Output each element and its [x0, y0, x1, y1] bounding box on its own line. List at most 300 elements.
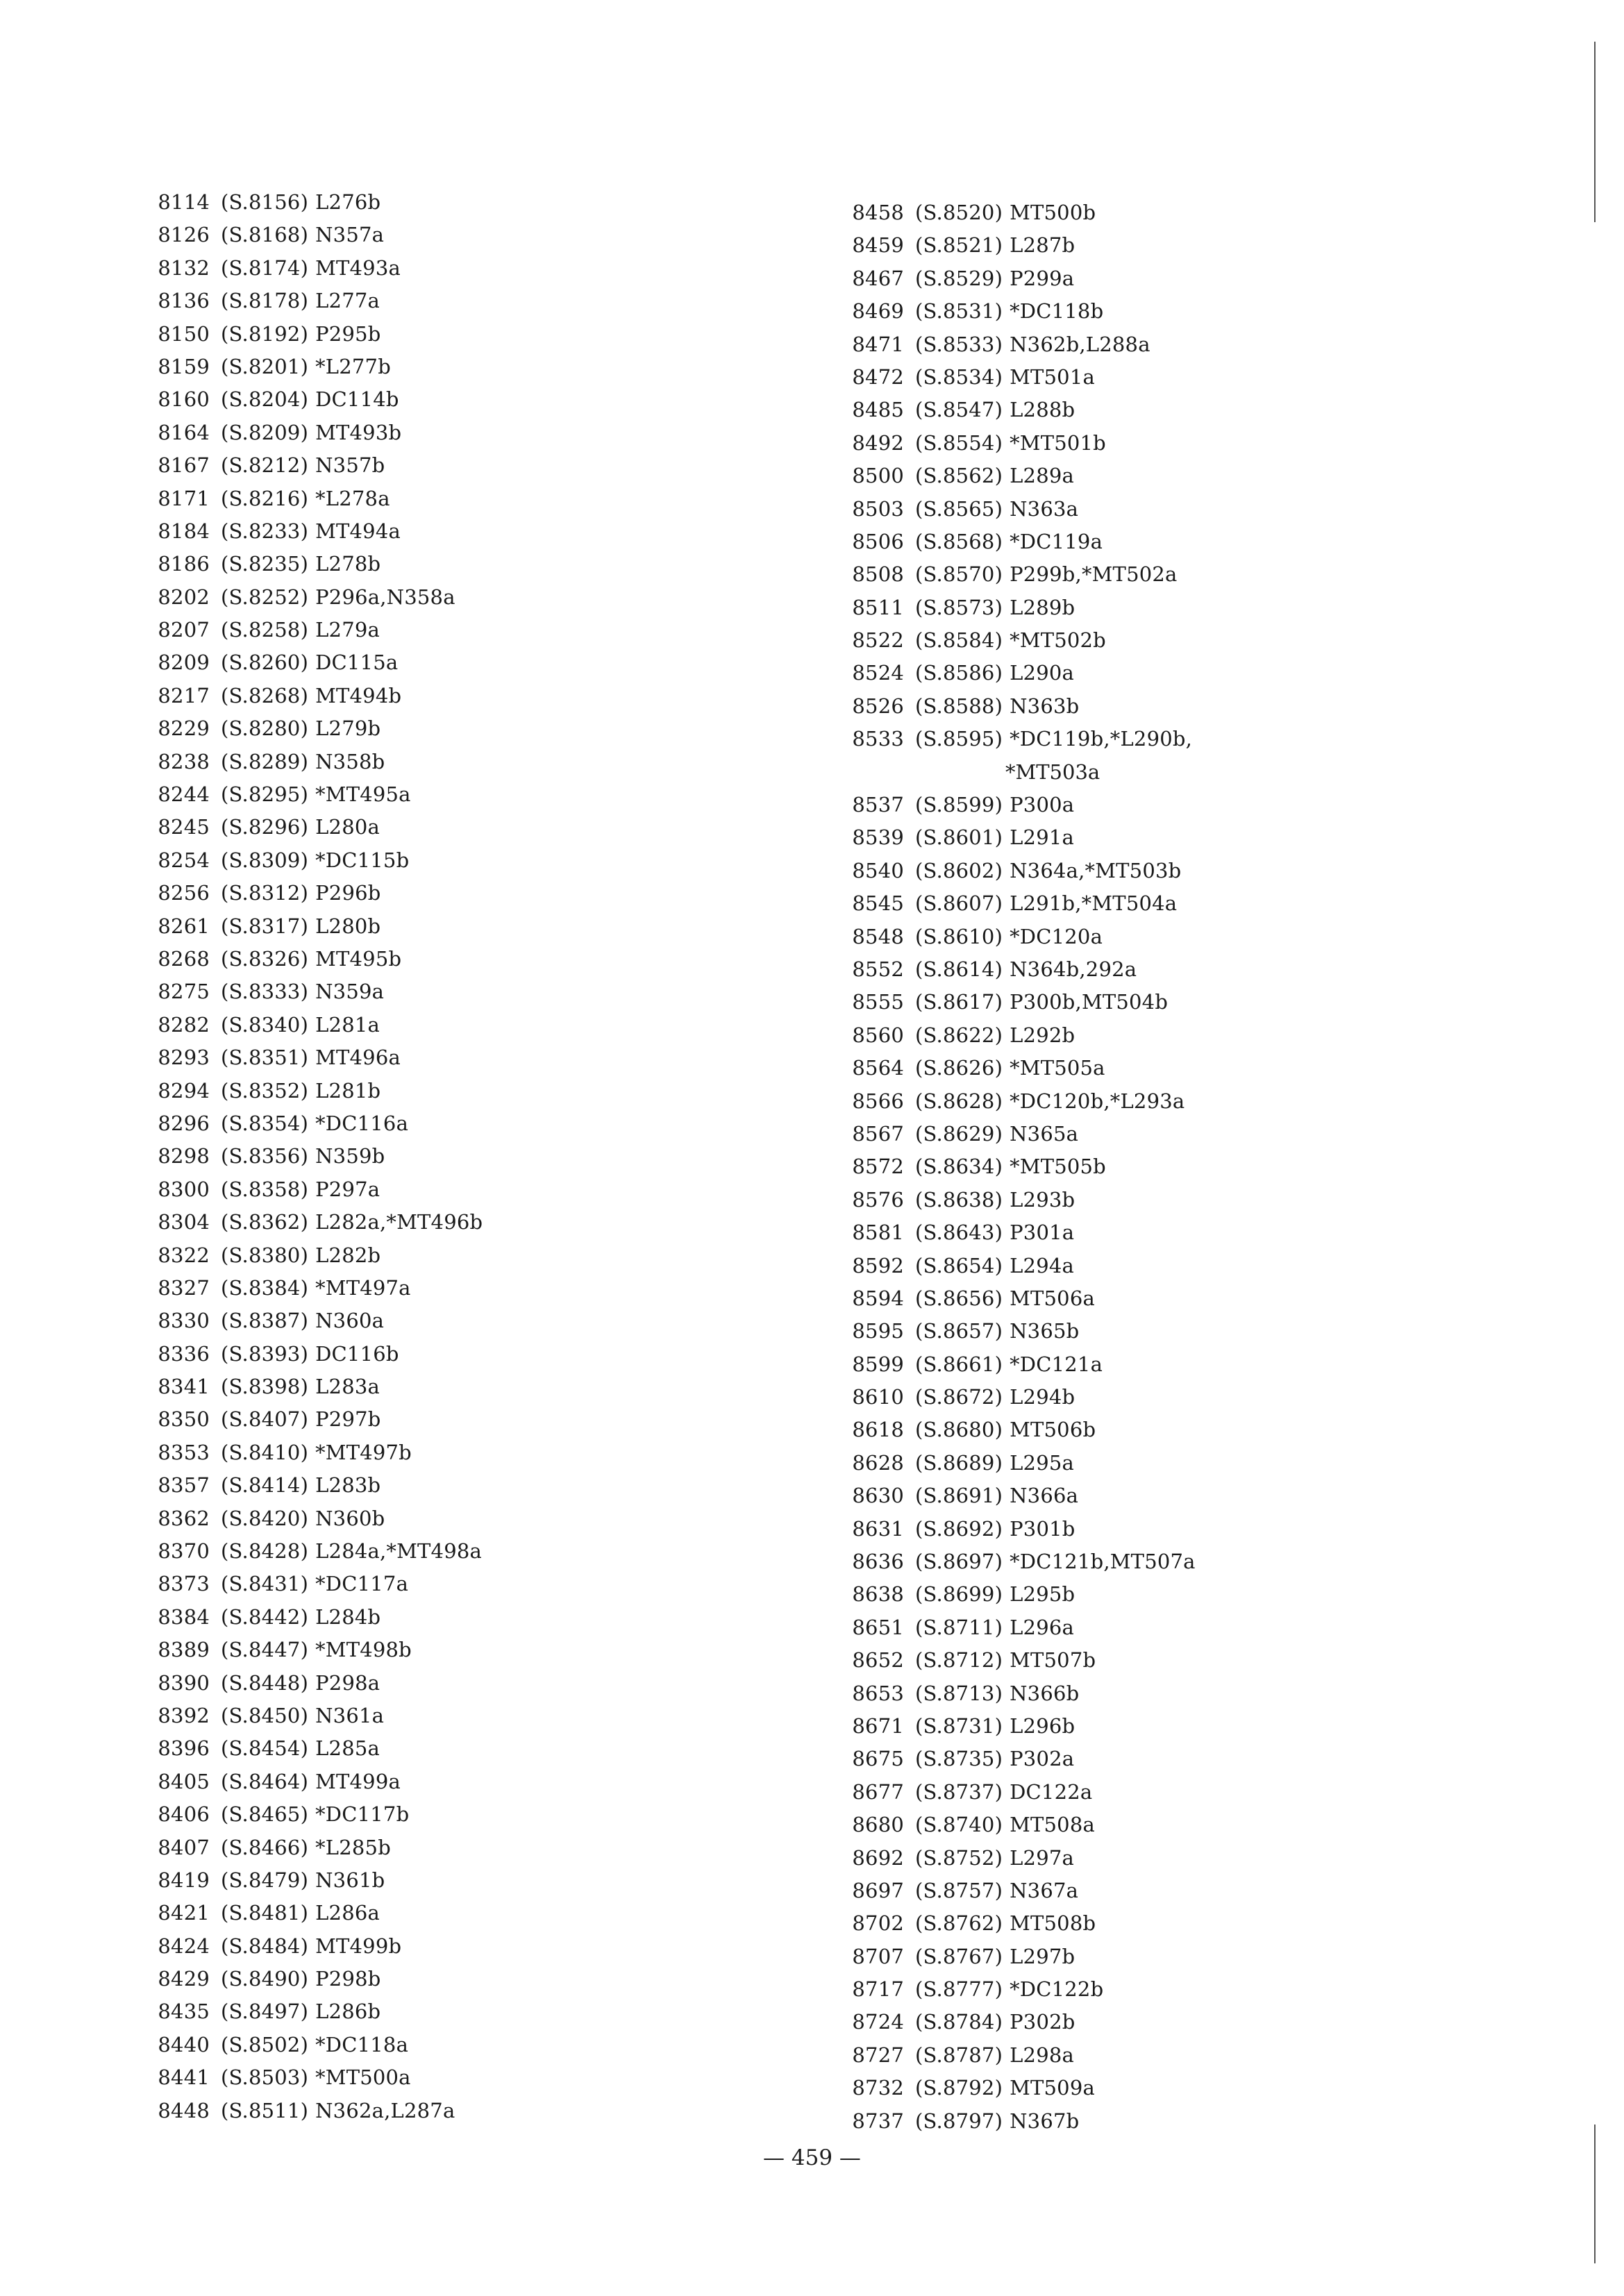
index-entry	[843, 690, 1196, 723]
entry-references: N365a	[1010, 1121, 1079, 1146]
entry-number: 8429	[158, 1967, 210, 1991]
entry-references: MT493b	[315, 420, 402, 444]
index-entry	[149, 1436, 483, 1469]
entry-number: 8652	[852, 1648, 904, 1673]
entry-number: 8675	[852, 1747, 904, 1771]
entry-s-reference: (S.8260)	[221, 651, 309, 675]
entry-references: N357b	[315, 453, 385, 478]
entry-references: L281a	[315, 1012, 380, 1037]
entry-references: *MT497b	[315, 1440, 412, 1464]
index-entry	[843, 295, 1196, 328]
entry-s-reference: (S.8607)	[915, 891, 1003, 916]
entry-number: 8533	[852, 727, 904, 751]
entry-number: 8362	[158, 1506, 210, 1530]
entry-number: 8419	[158, 1868, 210, 1892]
entry-s-reference: (S.8280)	[221, 717, 309, 741]
entry-s-reference: (S.8497)	[221, 2000, 309, 2024]
entry-number: 8406	[158, 1802, 210, 1827]
entry-number: 8618	[852, 1418, 904, 1442]
index-entry	[149, 1239, 483, 1272]
entry-references: L289b	[1010, 595, 1075, 619]
entry-references: P301b	[1010, 1516, 1075, 1541]
entry-references: *DC116a	[315, 1111, 409, 1135]
index-entry	[149, 1075, 483, 1107]
entry-number: 8390	[158, 1670, 210, 1695]
entry-s-reference: (S.8584)	[915, 628, 1003, 653]
entry-references: N361b	[315, 1868, 385, 1892]
entry-s-reference: (S.8340)	[221, 1012, 309, 1037]
entry-s-reference: (S.8713)	[915, 1681, 1003, 1705]
entry-number: 8229	[158, 717, 210, 741]
index-entry	[149, 1766, 483, 1798]
entry-references: *L278a	[315, 486, 390, 510]
entry-number: 8261	[158, 914, 210, 938]
index-entry	[843, 1414, 1196, 1446]
entry-number: 8560	[852, 1023, 904, 1047]
entry-s-reference: (S.8602)	[915, 858, 1003, 882]
entry-s-reference: (S.8209)	[221, 420, 309, 444]
scan-edge-line-top	[1594, 42, 1596, 222]
entry-references: P297a	[315, 1177, 380, 1201]
entry-s-reference: (S.8216)	[221, 486, 309, 510]
index-entry	[149, 1700, 483, 1732]
entry-s-reference: (S.8354)	[221, 1111, 309, 1135]
entry-s-reference: (S.8777)	[915, 1977, 1003, 2002]
entry-number: 8485	[852, 398, 904, 422]
index-entry	[149, 1403, 483, 1436]
index-entry	[149, 1041, 483, 1074]
entry-s-reference: (S.8431)	[221, 1572, 309, 1596]
entry-number: 8160	[158, 387, 210, 412]
entry-s-reference: (S.8568)	[915, 529, 1003, 553]
entry-references: N365b	[1010, 1319, 1080, 1343]
index-entry	[843, 1315, 1196, 1348]
entry-references: L279a	[315, 618, 380, 642]
entry-s-reference: (S.8661)	[915, 1352, 1003, 1376]
index-entry	[843, 1545, 1196, 1578]
entry-s-reference: (S.8740)	[915, 1813, 1003, 1837]
entry-number: 8469	[852, 299, 904, 324]
entry-number: 8126	[158, 223, 210, 247]
entry-s-reference: (S.8599)	[915, 793, 1003, 817]
entry-number: 8472	[852, 364, 904, 389]
entry-references: N367b	[1010, 2109, 1080, 2133]
entry-references: DC122a	[1010, 1779, 1093, 1804]
index-entry	[149, 811, 483, 844]
index-entry	[149, 1206, 483, 1239]
entry-s-reference: (S.8638)	[915, 1187, 1003, 1212]
entry-s-reference: (S.8521)	[915, 233, 1003, 258]
entry-references: L296a	[1010, 1615, 1074, 1639]
entry-references: MT500b	[1010, 201, 1096, 224]
entry-references: *L277b	[315, 354, 391, 378]
entry-s-reference: (S.8757)	[915, 1878, 1003, 1902]
index-entry	[149, 1107, 483, 1140]
index-entry	[149, 975, 483, 1008]
index-entry	[149, 746, 483, 778]
entry-s-reference: (S.8380)	[221, 1243, 309, 1267]
index-entry	[843, 1644, 1196, 1677]
index-entry	[149, 1930, 483, 1963]
entry-references: MT507b	[1010, 1648, 1096, 1673]
entry-s-reference: (S.8533)	[915, 332, 1003, 356]
entry-s-reference: (S.8212)	[221, 453, 309, 478]
entry-number: 8545	[852, 891, 904, 916]
entry-references: N358b	[315, 749, 385, 773]
entry-references: L293b	[1010, 1187, 1075, 1212]
index-entry	[843, 2006, 1196, 2038]
entry-number: 8244	[158, 782, 210, 807]
index-entry	[843, 460, 1196, 492]
index-entry	[149, 1338, 483, 1371]
index-entry	[149, 1601, 483, 1634]
entry-references: N363b	[1010, 694, 1080, 718]
page-number: — 459 —	[763, 2145, 861, 2170]
entry-references: MT494b	[315, 683, 402, 707]
entry-references: *DC120b,*L293a	[1010, 1089, 1185, 1113]
index-entry	[843, 1216, 1196, 1249]
entry-number: 8357	[158, 1473, 210, 1498]
entry-references: P299a	[1010, 266, 1075, 290]
entry-s-reference: (S.8384)	[221, 1275, 309, 1300]
index-entry	[843, 1710, 1196, 1743]
index-entry	[149, 1371, 483, 1403]
entry-number: 8592	[852, 1253, 904, 1277]
index-entry	[149, 1667, 483, 1700]
entry-s-reference: (S.8570)	[915, 562, 1003, 587]
entry-s-reference: (S.8520)	[915, 201, 1003, 224]
index-entry	[843, 196, 1196, 229]
right-index-column	[843, 196, 1196, 2138]
entry-references: P300a	[1010, 793, 1075, 817]
entry-s-reference: (S.8529)	[915, 266, 1003, 290]
entry-s-reference: (S.8595)	[915, 727, 1003, 751]
index-entry	[149, 1502, 483, 1535]
entry-number: 8209	[158, 651, 210, 675]
index-entry	[843, 1480, 1196, 1512]
entry-references: P298b	[315, 1967, 381, 1991]
entry-references: L286a	[315, 1901, 380, 1925]
entry-references: P302b	[1010, 2010, 1075, 2034]
entry-s-reference: (S.8534)	[915, 364, 1003, 389]
entry-s-reference: (S.8168)	[221, 223, 309, 247]
entry-s-reference: (S.8351)	[221, 1046, 309, 1070]
entry-s-reference: (S.8448)	[221, 1670, 309, 1695]
index-entry	[149, 1469, 483, 1502]
entry-number: 8167	[158, 453, 210, 478]
entry-s-reference: (S.8289)	[221, 749, 309, 773]
entry-s-reference: (S.8752)	[915, 1845, 1003, 1870]
entry-references: L283b	[315, 1473, 381, 1498]
entry-number: 8595	[852, 1319, 904, 1343]
index-entry	[843, 394, 1196, 426]
entry-s-reference: (S.8252)	[221, 585, 309, 609]
entry-references: N364a,*MT503b	[1010, 858, 1182, 882]
entry-references-continuation: *MT503a	[1005, 760, 1100, 784]
index-entry	[843, 2072, 1196, 2104]
entry-references: L278b	[315, 552, 381, 576]
index-entry	[843, 1842, 1196, 1875]
entry-number: 8732	[852, 2076, 904, 2100]
entry-number: 8353	[158, 1440, 210, 1464]
entry-number: 8540	[852, 858, 904, 882]
entry-references: *DC121b,MT507a	[1010, 1550, 1196, 1574]
entry-references: L291b,*MT504a	[1010, 891, 1178, 916]
entry-number: 8628	[852, 1450, 904, 1475]
entry-number: 8555	[852, 990, 904, 1014]
entry-references: *DC121a	[1010, 1352, 1103, 1376]
entry-references: *MT497a	[315, 1275, 411, 1300]
entry-number: 8202	[158, 585, 210, 609]
entry-s-reference: (S.8326)	[221, 946, 309, 971]
entry-s-reference: (S.8692)	[915, 1516, 1003, 1541]
entry-s-reference: (S.8699)	[915, 1582, 1003, 1607]
entry-s-reference: (S.8235)	[221, 552, 309, 576]
entry-number: 8724	[852, 2010, 904, 2034]
entry-references: *DC117b	[315, 1802, 410, 1827]
entry-s-reference: (S.8312)	[221, 881, 309, 905]
entry-number: 8150	[158, 321, 210, 346]
entry-references: L291a	[1010, 826, 1074, 850]
entry-s-reference: (S.8410)	[221, 1440, 309, 1464]
entry-number: 8136	[158, 289, 210, 313]
index-entry	[149, 318, 483, 351]
entry-number: 8636	[852, 1550, 904, 1574]
entry-s-reference: (S.8178)	[221, 289, 309, 313]
index-entry	[843, 1184, 1196, 1216]
entry-references: DC116b	[315, 1341, 399, 1366]
entry-s-reference: (S.8454)	[221, 1736, 309, 1761]
entry-number: 8254	[158, 848, 210, 872]
index-entry	[149, 1963, 483, 1995]
index-entry	[149, 285, 483, 317]
entry-references: L287b	[1010, 233, 1075, 258]
entry-number: 8440	[158, 2032, 210, 2056]
entry-number: 8373	[158, 1572, 210, 1596]
entry-number: 8511	[852, 595, 904, 619]
entry-s-reference: (S.8464)	[221, 1769, 309, 1793]
entry-s-reference: (S.8586)	[915, 661, 1003, 685]
entry-references: P298a	[315, 1670, 380, 1695]
index-entry	[843, 1578, 1196, 1611]
entry-references: L286b	[315, 2000, 381, 2024]
entry-references: L298a	[1010, 2043, 1074, 2067]
index-entry	[149, 1009, 483, 1041]
entry-s-reference: (S.8697)	[915, 1550, 1003, 1574]
entry-number: 8500	[852, 464, 904, 488]
entry-number: 8304	[158, 1210, 210, 1234]
entry-number: 8336	[158, 1341, 210, 1366]
entry-references: L295b	[1010, 1582, 1075, 1607]
entry-number: 8448	[158, 2098, 210, 2122]
entry-s-reference: (S.8490)	[221, 1967, 309, 1991]
index-entry	[843, 1085, 1196, 1118]
entry-number: 8522	[852, 628, 904, 653]
entry-references: *MT505b	[1010, 1155, 1106, 1179]
entry-references: *MT501b	[1010, 430, 1106, 455]
entry-references: N360a	[315, 1309, 385, 1333]
entry-s-reference: (S.8731)	[915, 1713, 1003, 1738]
index-entry	[843, 1118, 1196, 1150]
entry-references: MT508b	[1010, 1911, 1096, 1936]
entry-references: *DC122b	[1010, 1977, 1104, 2002]
entry-number: 8524	[852, 661, 904, 685]
entry-references: L290a	[1010, 661, 1074, 685]
entry-number: 8384	[158, 1604, 210, 1629]
entry-number: 8282	[158, 1012, 210, 1037]
index-entry	[149, 1798, 483, 1831]
entry-number: 8405	[158, 1769, 210, 1793]
entry-s-reference: (S.8484)	[221, 1934, 309, 1958]
entry-references: N362a,L287a	[315, 2098, 455, 2122]
entry-number: 8396	[158, 1736, 210, 1761]
index-entry	[149, 417, 483, 449]
entry-references: L280a	[315, 815, 380, 839]
index-entry	[149, 449, 483, 482]
entry-s-reference: (S.8295)	[221, 782, 309, 807]
entry-references: N364b,292a	[1010, 957, 1137, 981]
entry-number: 8677	[852, 1779, 904, 1804]
entry-number: 8207	[158, 618, 210, 642]
entry-references: L282b	[315, 1243, 381, 1267]
index-entry	[149, 1864, 483, 1897]
entry-references: L294a	[1010, 1253, 1074, 1277]
entry-s-reference: (S.8511)	[221, 2098, 309, 2122]
entry-references: N359b	[315, 1144, 385, 1168]
index-entry	[843, 2039, 1196, 2072]
entry-number: 8503	[852, 496, 904, 521]
entry-number: 8341	[158, 1375, 210, 1399]
entry-references: MT508a	[1010, 1813, 1095, 1837]
index-entry	[843, 1447, 1196, 1480]
entry-s-reference: (S.8767)	[915, 1944, 1003, 1968]
entry-references: *MT495a	[315, 782, 411, 807]
entry-number: 8653	[852, 1681, 904, 1705]
entry-references: DC114b	[315, 387, 399, 412]
entry-s-reference: (S.8654)	[915, 1253, 1003, 1277]
entry-s-reference: (S.8787)	[915, 2043, 1003, 2067]
entry-number: 8114	[158, 190, 210, 214]
entry-number: 8424	[158, 1934, 210, 1958]
entry-s-reference: (S.8680)	[915, 1418, 1003, 1442]
entry-number: 8421	[158, 1901, 210, 1925]
index-entry	[149, 1272, 483, 1305]
entry-references: MT495b	[315, 946, 402, 971]
entry-references: P295b	[315, 321, 381, 346]
entry-s-reference: (S.8258)	[221, 618, 309, 642]
entry-references: MT506b	[1010, 1418, 1096, 1442]
index-entry	[843, 1052, 1196, 1084]
index-entry	[843, 2105, 1196, 2138]
entry-s-reference: (S.8554)	[915, 430, 1003, 455]
entry-s-reference: (S.8601)	[915, 826, 1003, 850]
entry-number: 8566	[852, 1089, 904, 1113]
entry-number: 8298	[158, 1144, 210, 1168]
entry-references: L297b	[1010, 1944, 1075, 1968]
entry-number: 8441	[158, 2065, 210, 2090]
entry-number: 8567	[852, 1121, 904, 1146]
index-entry	[843, 1677, 1196, 1710]
index-entry	[149, 680, 483, 712]
entry-s-reference: (S.8356)	[221, 1144, 309, 1168]
entry-s-reference: (S.8317)	[221, 914, 309, 938]
entry-references: L284b	[315, 1604, 381, 1629]
entry-number: 8526	[852, 694, 904, 718]
entry-s-reference: (S.8784)	[915, 2010, 1003, 2034]
entry-number: 8186	[158, 552, 210, 576]
entry-references: L283a	[315, 1375, 380, 1399]
entry-s-reference: (S.8466)	[221, 1835, 309, 1859]
entry-number: 8294	[158, 1078, 210, 1103]
index-entry	[149, 1634, 483, 1666]
index-entry	[843, 1250, 1196, 1282]
index-entry	[149, 614, 483, 646]
entry-number: 8537	[852, 793, 904, 817]
entry-s-reference: (S.8352)	[221, 1078, 309, 1103]
entry-number: 8576	[852, 1187, 904, 1212]
entry-number: 8610	[852, 1385, 904, 1409]
index-entry	[843, 1973, 1196, 2006]
entry-number: 8458	[852, 201, 904, 224]
entry-references: MT494a	[315, 519, 401, 543]
entry-references: N367a	[1010, 1878, 1079, 1902]
entry-references: *L285b	[315, 1835, 391, 1859]
index-entry	[843, 1150, 1196, 1183]
entry-references: L296b	[1010, 1713, 1075, 1738]
entry-references: L294b	[1010, 1385, 1075, 1409]
entry-number: 8268	[158, 946, 210, 971]
entry-number: 8702	[852, 1911, 904, 1936]
entry-number: 8370	[158, 1539, 210, 1564]
entry-number: 8651	[852, 1615, 904, 1639]
index-entry	[843, 1875, 1196, 1907]
entry-references: P302a	[1010, 1747, 1075, 1771]
entry-number: 8256	[158, 881, 210, 905]
index-entry	[843, 1776, 1196, 1809]
entry-references: *DC115b	[315, 848, 410, 872]
entry-s-reference: (S.8296)	[221, 815, 309, 839]
entry-s-reference: (S.8629)	[915, 1121, 1003, 1146]
entry-s-reference: (S.8562)	[915, 464, 1003, 488]
index-entry	[149, 1732, 483, 1765]
index-entry	[149, 548, 483, 580]
entry-references: L279b	[315, 717, 381, 741]
index-entry	[149, 2029, 483, 2061]
index-entry	[843, 558, 1196, 591]
index-entry	[843, 1282, 1196, 1315]
index-entry	[843, 427, 1196, 460]
entry-references: *DC120a	[1010, 924, 1103, 948]
entry-references: *DC119b,*L290b,	[1010, 727, 1193, 751]
entry-references: MT496a	[315, 1046, 401, 1070]
entry-number: 8407	[158, 1835, 210, 1859]
entry-references: N359a	[315, 980, 385, 1004]
entry-references: DC115a	[315, 651, 399, 675]
entry-references: L297a	[1010, 1845, 1074, 1870]
entry-references: L281b	[315, 1078, 381, 1103]
index-entry	[149, 1140, 483, 1173]
entry-s-reference: (S.8450)	[221, 1703, 309, 1727]
entry-number: 8238	[158, 749, 210, 773]
entry-s-reference: (S.8626)	[915, 1056, 1003, 1080]
entry-s-reference: (S.8447)	[221, 1638, 309, 1662]
entry-s-reference: (S.8792)	[915, 2076, 1003, 2100]
index-entry	[843, 1941, 1196, 1973]
index-entry	[843, 1611, 1196, 1644]
entry-references: N362b,L288a	[1010, 332, 1150, 356]
entry-references: P296a,N358a	[315, 585, 455, 609]
index-entry	[149, 351, 483, 383]
